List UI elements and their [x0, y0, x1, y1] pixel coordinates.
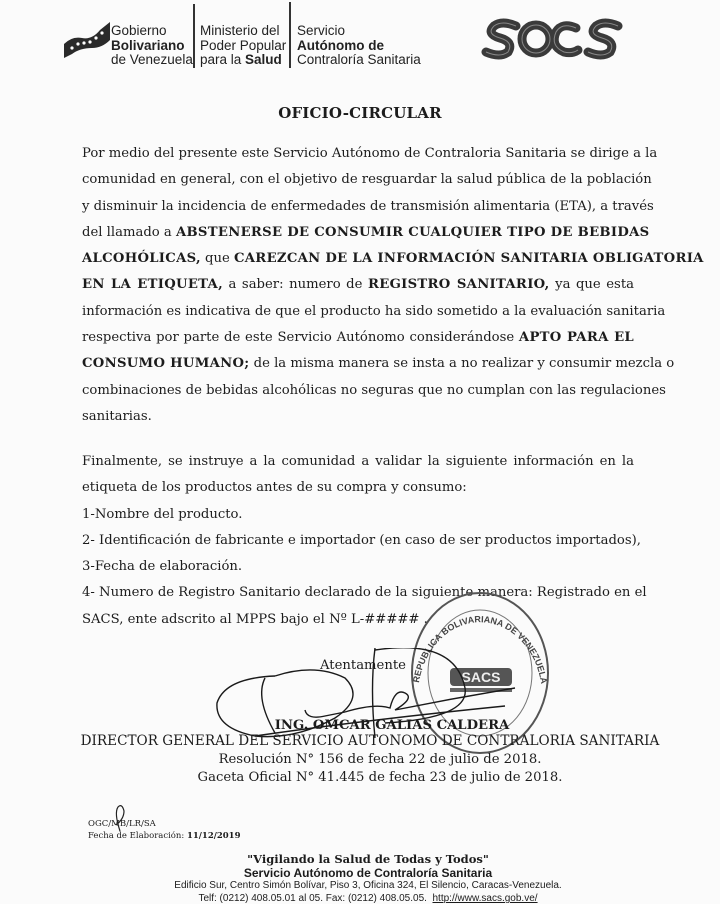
list-item-continuation: SACS, ente adscrito al MPPS bajo el Nº L-##### .	[82, 611, 428, 627]
letterhead	[0, 0, 720, 90]
stamp-text: REPUBLICA BOLIVARIANA DE VENEZUELA	[411, 614, 550, 685]
footer-slogan: "Vigilando la Salud de Todas y Todos"	[247, 852, 489, 866]
footer-address: Edificio Sur, Centro Simón Bolívar, Piso 3, Oficina 324, El Silencio, Caracas-Venezuela.	[174, 880, 562, 891]
gov-line3: de Venezuela	[111, 52, 193, 67]
emphasis-registry: REGISTRO SANITARIO,	[367, 277, 550, 293]
main-paragraph	[82, 141, 704, 430]
text-segment: ya que esta	[549, 277, 634, 293]
text-segment: respectiva por parte de este Servicio Autónomo considerándose	[82, 330, 519, 346]
resolution-reference: Resolución N° 156 de fecha 22 de julio de 2018.	[218, 752, 542, 767]
list-item: 2- Identificación de fabricante e importador (en caso de ser productos importados),	[82, 532, 641, 548]
text-line: combinaciones de bebidas alcohólicas no seguras que no cumplan con las regulaciones	[82, 382, 666, 398]
text-segment: del llamado a	[82, 224, 176, 240]
reference-block	[88, 818, 241, 842]
list-item: 3-Fecha de elaboración.	[82, 559, 243, 575]
ministry-line3: para la	[200, 52, 246, 67]
service-line2: Autónomo de	[297, 37, 384, 53]
text-line: Por medio del presente este Servicio Autónomo de Contraloria Sanitaria se dirige a la	[82, 146, 658, 161]
government-label	[111, 24, 193, 68]
emphasis-alcoholic: ALCOHÓLICAS,	[82, 251, 201, 267]
text-line: etiqueta de los productos antes de su compra y consumo:	[82, 480, 467, 496]
emphasis-fit: APTO PARA EL	[518, 330, 635, 346]
text-line: sanitarias.	[82, 408, 152, 424]
initials: OGC/MB/LR/SA	[88, 819, 156, 829]
gazette-reference: Gaceta Oficial N° 41.445 de fecha 23 de julio de 2018.	[197, 770, 563, 785]
signer-name: ING. OMCAR GALIAS CALDERA	[274, 718, 510, 733]
text-segment: de la misma manera se insta a no realizar y consumir mezcla o	[249, 356, 675, 372]
text-segment: que	[200, 251, 234, 267]
service-line3: Contraloría Sanitaria	[297, 52, 421, 67]
closing: Atentamente	[320, 658, 406, 673]
elaboration-date-label: Fecha de Elaboración:	[88, 831, 185, 841]
elaboration-date: 11/12/2019	[186, 831, 241, 841]
sacs-logo-icon	[480, 14, 630, 62]
list-item: 4- Numero de Registro Sanitario declarado de la siguiente manera: Registrado en el	[82, 585, 647, 601]
signer-title: DIRECTOR GENERAL DEL SERVICIO AUTONOMO DE CONTRALORIA SANITARIA	[80, 733, 660, 749]
text-line: comunidad en general, con el objetivo de resguardar la salud pública de la población	[82, 172, 652, 188]
text-line	[82, 351, 675, 377]
header-divider	[193, 4, 195, 68]
emphasis-lacking-info: CAREZCAN DE LA INFORMACIÓN SANITARIA OBLIGATORIA	[233, 251, 704, 267]
footer-organization: Servicio Autónomo de Contraloría Sanitaria	[243, 866, 493, 880]
text-line	[82, 246, 704, 272]
emphasis-label: EN LA ETIQUETA,	[82, 277, 223, 293]
list-item: 1-Nombre del producto.	[82, 506, 243, 522]
text-line	[82, 220, 650, 246]
service-label	[297, 24, 421, 68]
website-link[interactable]: http://www.sacs.gob.ve/	[432, 893, 538, 904]
text-segment: a saber: numero de	[222, 277, 368, 293]
emphasis-human-consumption: CONSUMO HUMANO;	[82, 356, 250, 372]
ministry-label	[200, 24, 286, 68]
gov-line2: Bolivariano	[111, 37, 185, 53]
text-line: Finalmente, se instruye a la comunidad a validar la siguiente información en la	[82, 454, 634, 469]
footer-phones: Telf: (0212) 408.05.01 al 05. Fax: (0212) 408.05.05.	[198, 893, 427, 904]
text-line	[82, 272, 634, 298]
ministry-line2: Poder Popular	[200, 37, 287, 53]
ministry-line1: Ministerio del	[200, 23, 280, 38]
emphasis-abstain: ABSTENERSE DE CONSUMIR CUALQUIER TIPO DE BEBIDAS	[175, 224, 650, 240]
text-line	[82, 325, 634, 351]
government-flag-logo-icon	[62, 18, 112, 58]
text-line: información es indicativa de que el producto ha sido sometido a la evaluación sanitaria	[82, 303, 666, 319]
footer-contact	[8, 893, 720, 904]
stamp-logo-text: SACS	[461, 669, 501, 685]
service-line1: Servicio	[297, 23, 346, 38]
gov-line1: Gobierno	[111, 23, 167, 38]
text-line: y disminuir la incidencia de enfermedades de transmisión alimentaria (ETA), a través	[82, 198, 654, 214]
header-divider	[289, 2, 291, 68]
ministry-line3-bold: Salud	[245, 52, 282, 67]
document-title: OFICIO-CIRCULAR	[278, 104, 442, 122]
